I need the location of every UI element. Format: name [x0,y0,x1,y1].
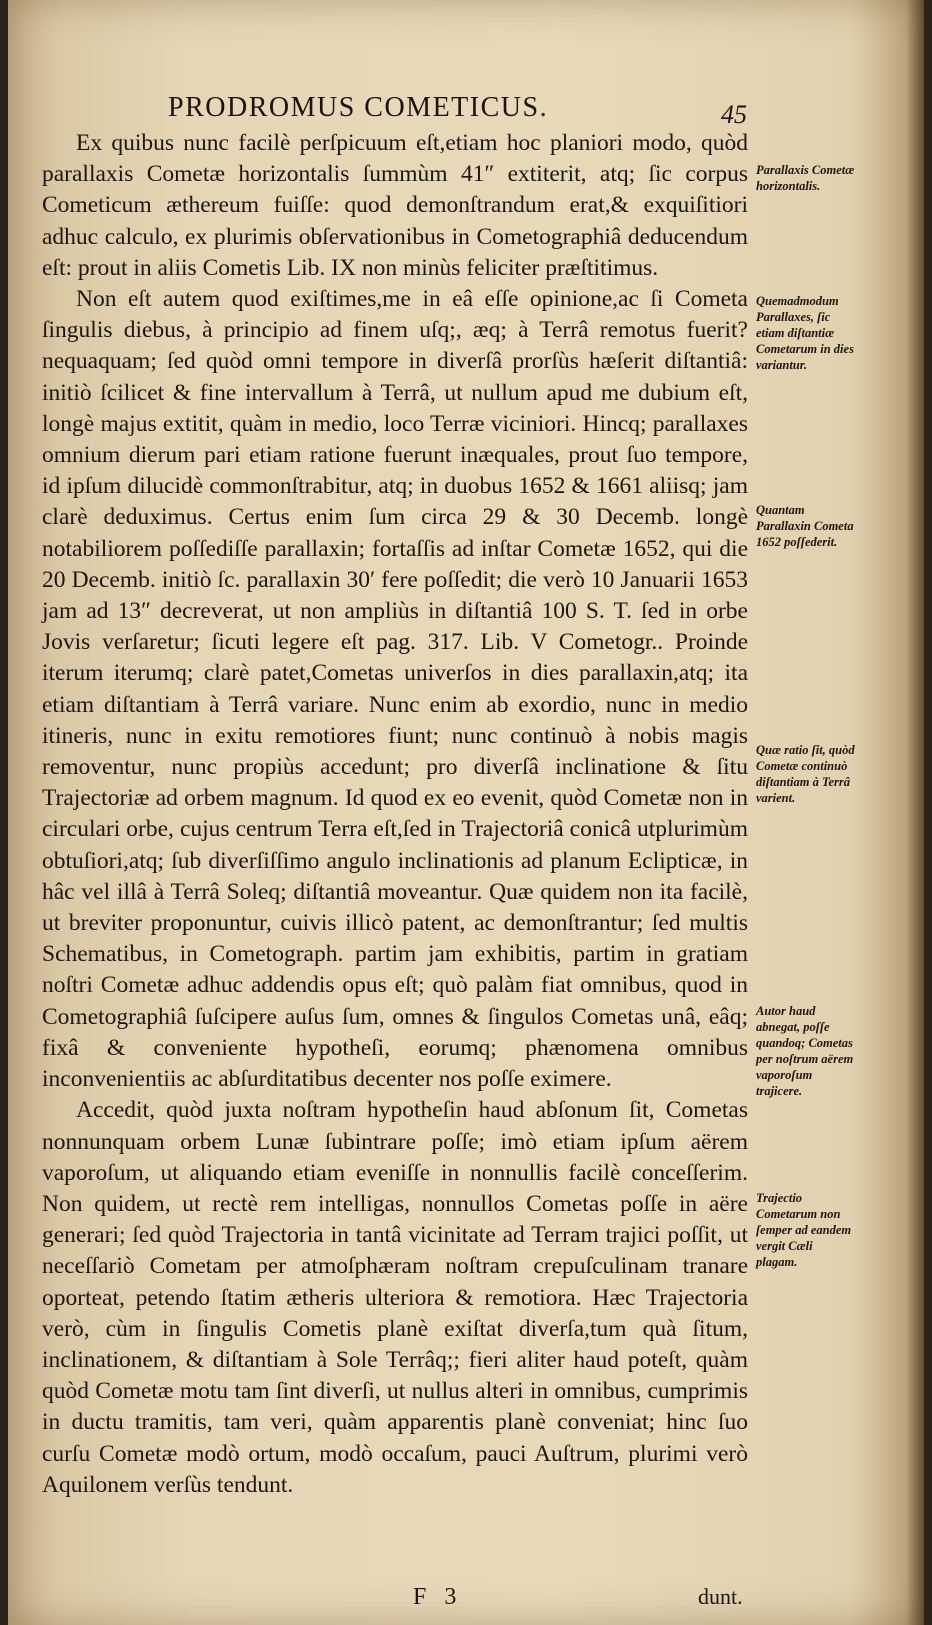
margin-note-2: Quemadmodum Parallaxes, ſic etiam diſtantiæ Cometarum in dies variantur. [756,294,854,372]
margin-note-6: Trajectio Cometarum non ſemper ad eandem vergit Cæli plagam. [756,1191,852,1269]
running-title: PRODROMUS COMETICUS. [168,92,549,123]
book-page [8,0,924,1625]
main-text [42,128,748,1501]
margin-note-3: Quantam Parallaxin Cometa 1652 poſſederit. [756,503,854,549]
paragraph-2: Non eſt autem quod exiſtimes,me in eâ eſſe opinione,ac ſi Cometa ſingulis diebus, à principio ad finem uſq;, æq; à Terrâ remotus fuerit? nequaquam; ſed quòd omni tempore in diverſâ prorſùs hæſerit diſtantiâ: initiò ſcilicet & fine intervallum à Terrâ, ut nullum apud me dubium eſt, longè majus extitit, quàm in medio, loco Terræ viciniori. Hincq; parallaxes omnium dierum pari etiam ratione fuerunt inæquales, prout ſuo tempore, id ipſum dilucidè commonſtrabitur, atq; in duobus 1652 & 1661 aliisq; jam clarè deduximus. Certus enim ſum circa 29 & 30 Decemb. longè notabiliorem poſſediſſe parallaxin; fortaſſis ad inſtar Cometæ 1652, qui die 20 Decemb. initiò ſc. parallaxin 30′ fere poſſedit; die verò 10 Januarii 1653 jam ad 13″ decreverat, ut non ampliùs in diſtantiâ 100 S. T. ſed in orbe Jovis verſaretur; ſicuti legere eſt pag. 317. Lib. V Cometogr.. Proinde iterum iterumq; clarè patet,Cometas univerſos in dies parallaxin,atq; ita etiam diſtantiam à Terrâ variare. Nunc enim ab exordio, nunc in medio itineris, nunc in exitu remotiores fiunt; nunc continuò à nobis magis removentur, nunc propiùs accedunt; pro diverſâ inclinatione & ſitu Trajectoriæ ad orbem magnum. Id quod ex eo evenit, quòd Cometæ non in circulari orbe, cujus centrum Terra eſt,ſed in Trajectoriâ conicâ utplurimùm obtuſiori,atq; ſub diverſiſſimo angulo inclinationis ad planum Eclipticæ, in hâc vel illâ à Terrâ Soleq; diſtantiâ moveantur. Quæ quidem non ita facilè, ut breviter proponuntur, cuivis illicò patent, ac demonſtrantur; ſed multis Schematibus, in Cometograph. partim jam exhibitis, partim in gratiam noſtri Cometæ adhuc addendis opus eſt; quò palàm fiat omnibus, quod in Cometographiâ ſuſcipere auſus ſum, omnes & ſingulos Cometas unâ, eâq; fixâ & conveniente hypotheſi, eorumq; phænomena omnibus inconvenientiis ac abſurditatibus decenter nos poſſe eximere. [42,286,748,1093]
margin-note-5: Autor haud abnegat, poſſe quandoq; Cometas per noſtrum aërem vaporoſum trajicere. [756,1004,854,1098]
paragraph-3: Accedit, quòd juxta noſtram hypotheſin haud abſonum ſit, Cometas nonnunquam orbem Lunæ ſubintrare poſſe; imò etiam ipſum aërem vaporoſum, ut aliquando etiam eveniſſe in nonnullis facilè conceſſerim. Non quidem, ut rectè rem intelligas, nonnullos Cometas poſſe in aëre generari; ſed quòd Trajectoria in tantâ vicinitate ad Terram trajici poſſit, ut neceſſariò Cometam per atmoſphæram noſtram crepuſculinam tranare oporteat, petendo ſtatim ætheris ulteriora & remotiora. Hæc Trajectoria verò, cùm in ſingulis Cometis planè exiſtat diverſa,tum quà ſitum, inclinationem, & diſtantiam à Sole Terrâq;; fieri aliter haud poteſt, quàm quòd Cometæ motu tam ſint diverſi, ut nullus alteri in omnibus, cumprimis in ductu tramitis, tam veri, quàm apparentis planè conveniat; hinc ſuo curſu Cometæ modò ortum, modò occaſum, pauci Auſtrum, plurimi verò Aquilonem verſùs tendunt. [42,1097,748,1498]
signature-mark: F 3 [413,1584,463,1610]
margin-note-4: Quæ ratio ſit, quòd Cometæ continuò diſtantiam à Terrâ varient. [756,743,855,805]
paragraph-1: Ex quibus nunc facilè perſpicuum eſt,etiam hoc planiori modo, quòd parallaxis Cometæ horizontalis ſummùm 41″ extiterit, atq; ſic corpus Cometicum æthereum fuiſſe: quod demonſtrandum erat,& exquiſitiori adhuc calculo, ex plurimis obſervationibus in Cometographiâ deducendum eſt: prout in aliis Cometis Lib. IX non minùs feliciter præſtitimus. [42,130,748,281]
margin-note-1: Parallaxis Cometæ horizontalis. [756,163,855,193]
catchword: dunt. [698,1584,743,1609]
page-number: 45 [721,100,747,129]
